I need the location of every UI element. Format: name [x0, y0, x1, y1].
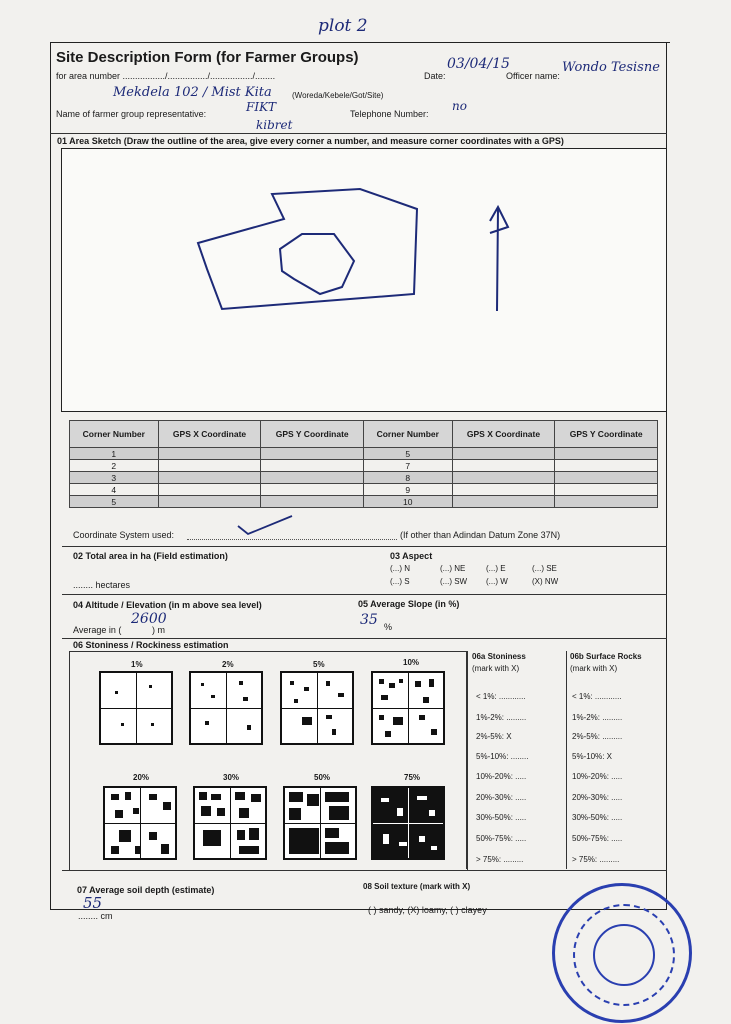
sample-label-10: 10% [403, 658, 420, 667]
sample-label-1: 1% [131, 660, 143, 669]
divider [566, 651, 567, 869]
slope-value: 35 [360, 612, 378, 628]
gps-x-cell [158, 496, 261, 508]
checkmark-icon [236, 514, 296, 536]
divider [62, 594, 667, 595]
divider [62, 546, 667, 547]
surface-rocks-option: 20%-30%: ..... [572, 793, 623, 802]
surface-rocks-col-title: 06b Surface Rocks [570, 652, 642, 661]
stoniness-option: 50%-75%: ..... [476, 834, 527, 843]
corner-cell: 4 [70, 484, 159, 496]
header-gps-y-2: GPS Y Coordinate [555, 421, 658, 448]
sketch-title: 01 Area Sketch (Draw the outline of the area, give every corner a number, and measure corner coordinates with a GPS) [57, 136, 564, 146]
corner-cell: 5 [70, 496, 159, 508]
stamp-center-ring [593, 924, 655, 986]
stoniness-option: > 75%: ......... [476, 855, 524, 864]
gps-x-cell [158, 484, 261, 496]
gps-y-cell [555, 472, 658, 484]
soil-texture-label: 08 Soil texture (mark with X) [363, 882, 471, 891]
gps-x-cell [452, 448, 555, 460]
gps-x-cell [452, 484, 555, 496]
table-row [70, 448, 658, 460]
gps-x-cell [452, 472, 555, 484]
area-number-label: for area number ................./................/................./........ [56, 71, 276, 81]
header-gps-y: GPS Y Coordinate [261, 421, 363, 448]
representative-value-2: kibret [256, 118, 293, 132]
header-gps-x-2: GPS X Coordinate [452, 421, 555, 448]
surface-rocks-option: 2%-5%: ......... [572, 732, 623, 741]
aspect-sw: (...) SW [440, 577, 468, 586]
header-corner-number-2: Corner Number [363, 421, 452, 448]
surface-rocks-option: < 1%: ............ [572, 692, 622, 701]
header-gps-x: GPS X Coordinate [158, 421, 261, 448]
area-sketch-drawing [62, 149, 668, 413]
stoniness-option: 5%-10%: ........ [476, 752, 529, 761]
sample-label-75: 75% [404, 773, 421, 782]
officer-value: Wondo Tesisne [562, 60, 660, 75]
table-row [70, 496, 658, 508]
coordinate-system-label: Coordinate System used: [73, 530, 175, 540]
gps-x-cell [158, 460, 261, 472]
stoniness-sample-30 [193, 786, 267, 860]
stoniness-option-selected: 2%-5%: X [476, 732, 512, 741]
altitude-label: 04 Altitude / Elevation (in m above sea level) [73, 600, 262, 610]
corner-cell: 2 [70, 460, 159, 472]
altitude-unit: ) m [152, 625, 165, 635]
officer-label: Officer name: [506, 71, 560, 81]
gps-y-cell [261, 448, 363, 460]
stoniness-sample-10 [371, 671, 445, 745]
surface-rocks-option: 1%-2%: ......... [572, 713, 623, 722]
gps-x-cell [452, 460, 555, 472]
altitude-average-label: Average in ( [73, 625, 122, 635]
soil-texture-options: ( ) sandy, (X) loamy, ( ) clayey [368, 905, 487, 915]
date-label: Date: [424, 71, 446, 81]
surface-rocks-option: 30%-50%: ..... [572, 813, 623, 822]
sample-label-20: 20% [133, 773, 150, 782]
representative-label: Name of farmer group representative: [56, 109, 207, 119]
surface-rocks-option: 50%-75%: ..... [572, 834, 623, 843]
surface-rocks-option: 10%-20%: ..... [572, 772, 623, 781]
aspect-nw: (X) NW [532, 577, 559, 586]
stoniness-sample-1 [99, 671, 173, 745]
gps-y-cell [555, 448, 658, 460]
aspect-se: (...) SE [532, 564, 557, 573]
stoniness-option: 1%-2%: ......... [476, 713, 527, 722]
stoniness-option: 30%-50%: ..... [476, 813, 527, 822]
surface-rocks-option: > 75%: ......... [572, 855, 620, 864]
sample-label-30: 30% [223, 773, 240, 782]
plot-label: plot 2 [318, 16, 368, 36]
divider [466, 651, 467, 869]
gps-y-cell [555, 496, 658, 508]
altitude-value: 2600 [131, 611, 167, 627]
official-stamp [552, 883, 692, 1023]
divider [50, 133, 667, 134]
surface-rocks-col-sub: (mark with X) [570, 664, 618, 673]
corner-cell: 3 [70, 472, 159, 484]
hectares-field: ........ hectares [73, 580, 131, 590]
gps-x-cell [158, 448, 261, 460]
gps-coordinate-table [69, 420, 658, 508]
corner-cell: 10 [363, 496, 452, 508]
gps-x-cell [158, 472, 261, 484]
table-row [70, 460, 658, 472]
stoniness-col-sub: (mark with X) [472, 664, 520, 673]
telephone-label: Telephone Number: [350, 109, 429, 119]
aspect-s: (...) S [390, 577, 410, 586]
stoniness-label: 06 Stoniness / Rockiness estimation [73, 640, 229, 650]
coordinate-system-line [187, 539, 397, 540]
gps-y-cell [555, 484, 658, 496]
sample-label-5: 5% [313, 660, 325, 669]
corner-cell: 8 [363, 472, 452, 484]
stoniness-option: 20%-30%: ..... [476, 793, 527, 802]
representative-value: FIKT [246, 100, 277, 114]
stoniness-sample-5 [280, 671, 354, 745]
soil-depth-unit: ........ cm [78, 911, 113, 921]
corner-cell: 1 [70, 448, 159, 460]
corner-cell: 7 [363, 460, 452, 472]
gps-y-cell [261, 460, 363, 472]
total-area-label: 02 Total area in ha (Field estimation) [73, 551, 228, 561]
divider [62, 638, 667, 639]
soil-depth-value: 55 [83, 894, 103, 912]
soil-depth-label: 07 Average soil depth (estimate) [77, 885, 215, 895]
corner-cell: 5 [363, 448, 452, 460]
divider [62, 870, 667, 871]
aspect-ne: (...) NE [440, 564, 466, 573]
telephone-value: no [452, 99, 467, 113]
gps-y-cell [261, 496, 363, 508]
stoniness-sample-2 [189, 671, 263, 745]
surface-rocks-option-selected: 5%-10%: X [572, 752, 613, 761]
coordinate-system-suffix: (If other than Adindan Datum Zone 37N) [400, 530, 561, 540]
gps-y-cell [261, 484, 363, 496]
gps-y-cell [261, 472, 363, 484]
slope-unit: % [384, 622, 393, 632]
stoniness-sample-75 [371, 786, 445, 860]
stoniness-col-title: 06a Stoniness [472, 652, 526, 661]
location-hint: (Woreda/Kebele/Got/Site) [292, 91, 384, 100]
location-value: Mekdela 102 / Mist Kita [113, 85, 272, 100]
stoniness-sample-50 [283, 786, 357, 860]
form-title: Site Description Form (for Farmer Groups) [56, 49, 359, 66]
stoniness-option: 10%-20%: ..... [476, 772, 527, 781]
aspect-label: 03 Aspect [390, 551, 433, 561]
sample-label-50: 50% [314, 773, 331, 782]
slope-label: 05 Average Slope (in %) [358, 599, 460, 609]
table-row [70, 484, 658, 496]
header-corner-number: Corner Number [70, 421, 159, 448]
aspect-n: (...) N [390, 564, 410, 573]
date-value: 03/04/15 [447, 56, 510, 72]
gps-y-cell [555, 460, 658, 472]
sample-label-2: 2% [222, 660, 234, 669]
aspect-e: (...) E [486, 564, 506, 573]
gps-x-cell [452, 496, 555, 508]
stoniness-sample-20 [103, 786, 177, 860]
corner-cell: 9 [363, 484, 452, 496]
aspect-w: (...) W [486, 577, 508, 586]
stoniness-option: < 1%: ............ [476, 692, 526, 701]
sketch-box [61, 148, 667, 412]
table-row [70, 472, 658, 484]
